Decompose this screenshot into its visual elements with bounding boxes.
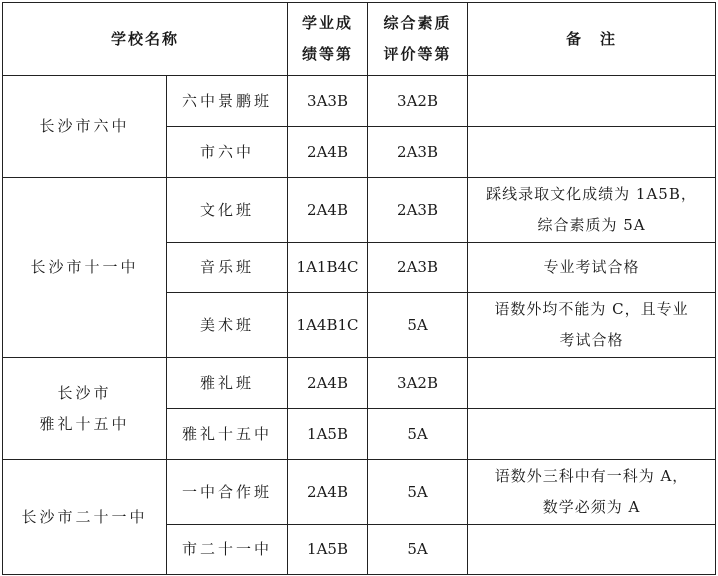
quality-grade-cell: 5A xyxy=(368,460,468,525)
class-name-cell: 雅礼十五中 xyxy=(167,409,288,460)
academic-grade-cell: 2A4B xyxy=(288,460,368,525)
remark-cell xyxy=(468,525,716,575)
academic-grade-cell: 2A4B xyxy=(288,358,368,409)
admission-table xyxy=(2,2,716,575)
quality-grade-cell: 3A2B xyxy=(368,358,468,409)
class-name-cell: 六中景鹏班 xyxy=(167,76,288,127)
academic-grade-cell: 1A5B xyxy=(288,409,368,460)
academic-grade-cell: 3A3B xyxy=(288,76,368,127)
quality-grade-cell: 5A xyxy=(368,409,468,460)
class-name-cell: 一中合作班 xyxy=(167,460,288,525)
class-name-cell: 市六中 xyxy=(167,127,288,178)
class-name-cell: 美术班 xyxy=(167,293,288,358)
remark-cell: 踩线录取文化成绩为 1A5B， 综合素质为 5A xyxy=(468,178,716,243)
table-row xyxy=(3,358,716,409)
school-name-cell: 长沙市六中 xyxy=(3,76,167,178)
quality-grade-cell: 5A xyxy=(368,293,468,358)
quality-grade-cell: 2A3B xyxy=(368,243,468,293)
header-quality-grade: 综合素质 评价等第 xyxy=(368,3,468,76)
class-name-cell: 音乐班 xyxy=(167,243,288,293)
academic-grade-cell: 1A4B1C xyxy=(288,293,368,358)
table-row xyxy=(3,76,716,127)
quality-grade-cell: 2A3B xyxy=(368,127,468,178)
header-remark: 备 注 xyxy=(468,3,716,76)
quality-grade-cell: 3A2B xyxy=(368,76,468,127)
school-name-cell: 长沙市十一中 xyxy=(3,178,167,358)
header-academic-grade: 学业成 绩等第 xyxy=(288,3,368,76)
school-name-cell: 长沙市 雅礼十五中 xyxy=(3,358,167,460)
table-row xyxy=(3,460,716,525)
class-name-cell: 文化班 xyxy=(167,178,288,243)
quality-grade-cell: 5A xyxy=(368,525,468,575)
quality-grade-cell: 2A3B xyxy=(368,178,468,243)
academic-grade-cell: 2A4B xyxy=(288,127,368,178)
remark-cell xyxy=(468,127,716,178)
class-name-cell: 雅礼班 xyxy=(167,358,288,409)
academic-grade-cell: 1A5B xyxy=(288,525,368,575)
academic-grade-cell: 1A1B4C xyxy=(288,243,368,293)
remark-cell xyxy=(468,409,716,460)
academic-grade-cell: 2A4B xyxy=(288,178,368,243)
remark-cell xyxy=(468,358,716,409)
table-row xyxy=(3,178,716,243)
remark-cell: 专业考试合格 xyxy=(468,243,716,293)
header-school-name: 学校名称 xyxy=(3,3,288,76)
class-name-cell: 市二十一中 xyxy=(167,525,288,575)
header-row xyxy=(3,3,716,76)
remark-cell: 语数外均不能为 C，且专业 考试合格 xyxy=(468,293,716,358)
school-name-cell: 长沙市二十一中 xyxy=(3,460,167,575)
remark-cell: 语数外三科中有一科为 A， 数学必须为 A xyxy=(468,460,716,525)
remark-cell xyxy=(468,76,716,127)
